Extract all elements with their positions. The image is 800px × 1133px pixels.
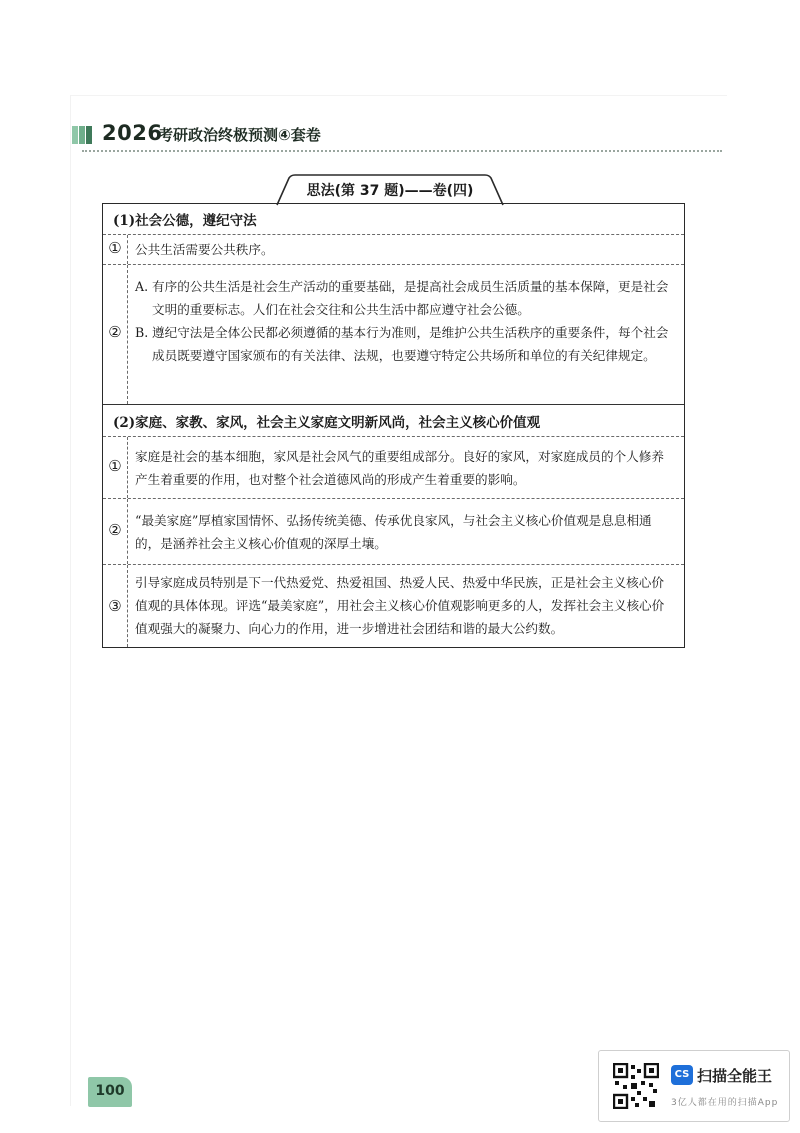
row-text: “最美家庭”厚植家国情怀、弘扬传统美德、传承优良家风，与社会主义核心价值观是息息相通的，是涵养社会主义核心价值观的深厚土壤。 — [135, 513, 652, 551]
column-divider — [127, 565, 128, 647]
page-number: 100 — [95, 1083, 125, 1099]
table-row — [103, 234, 684, 264]
row-text: 家庭是社会的基本细胞，家风是社会风气的重要组成部分。良好的家风，对家庭成员的个人修养产生着重要的作用，也对整个社会道德风尚的形成产生着重要的影响。 — [135, 449, 664, 487]
part2-heading-row — [103, 404, 684, 436]
item-label: A. — [135, 279, 149, 294]
row-text: 引导家庭成员特别是下一代热爱党、热爱祖国、热爱人民、热爱中华民族，正是社会主义核心价值观的具体体现。评选“最美家庭”，用社会主义核心价值观影响更多的人，发挥社会主义核心价值观强大的凝聚力、向心力的作用，进一步增进社会团结和谐的最大公约数。 — [135, 575, 665, 636]
row-text: 公共生活需要公共秩序。 — [135, 242, 274, 257]
watermark-subtitle: 3亿人都在用的扫描App — [671, 1098, 779, 1108]
header-year: 2026 — [102, 121, 163, 145]
column-divider — [127, 437, 128, 498]
section-title-tab — [275, 174, 505, 206]
section-title: 思法(第 37 题)——卷(四) — [306, 183, 474, 199]
column-divider — [127, 499, 128, 564]
qr-code-icon — [613, 1063, 659, 1109]
item-text: 有序的公共生活是社会生产活动的重要基础，是提高社会成员生活质量的基本保障，更是社会文明的重要标志。人们在社会交往和公共生活中都应遵守社会公德。 — [152, 279, 669, 317]
table-row — [103, 564, 684, 648]
row-number: ② — [108, 521, 122, 539]
row-number: ② — [108, 323, 122, 341]
table-row — [103, 436, 684, 498]
list-item — [135, 321, 675, 367]
running-header — [72, 118, 722, 152]
scanner-watermark — [598, 1050, 790, 1122]
part1-heading: (1)社会公德，遵纪守法 — [113, 213, 257, 229]
row-number: ① — [108, 239, 122, 257]
part1-heading-row — [103, 204, 684, 234]
item-text: 遵纪守法是全体公民都必须遵循的基本行为准则，是维护公共生活秩序的重要条件，每个社会成员既要遵守国家颁布的有关法律、法规，也要遵守特定公共场所和单位的有关纪律规定。 — [152, 325, 669, 363]
column-divider — [127, 265, 128, 404]
header-rule — [82, 150, 722, 152]
row-items — [135, 275, 675, 367]
header-title: 考研政治终极预测④套卷 — [158, 126, 321, 144]
table-row — [103, 264, 684, 404]
table-row — [103, 498, 684, 564]
column-divider — [127, 235, 128, 264]
part2-heading: (2)家庭、家教、家风，社会主义家庭文明新风尚，社会主义核心价值观 — [113, 415, 541, 431]
book-icon — [72, 124, 94, 146]
row-number: ③ — [108, 597, 122, 615]
item-label: B. — [135, 325, 149, 340]
list-item — [135, 275, 675, 321]
camscanner-logo-icon: CS — [671, 1065, 693, 1085]
answer-table — [102, 203, 685, 648]
row-number: ① — [108, 457, 122, 475]
page-number-badge — [88, 1077, 132, 1107]
watermark-title: 扫描全能王 — [697, 1067, 773, 1085]
